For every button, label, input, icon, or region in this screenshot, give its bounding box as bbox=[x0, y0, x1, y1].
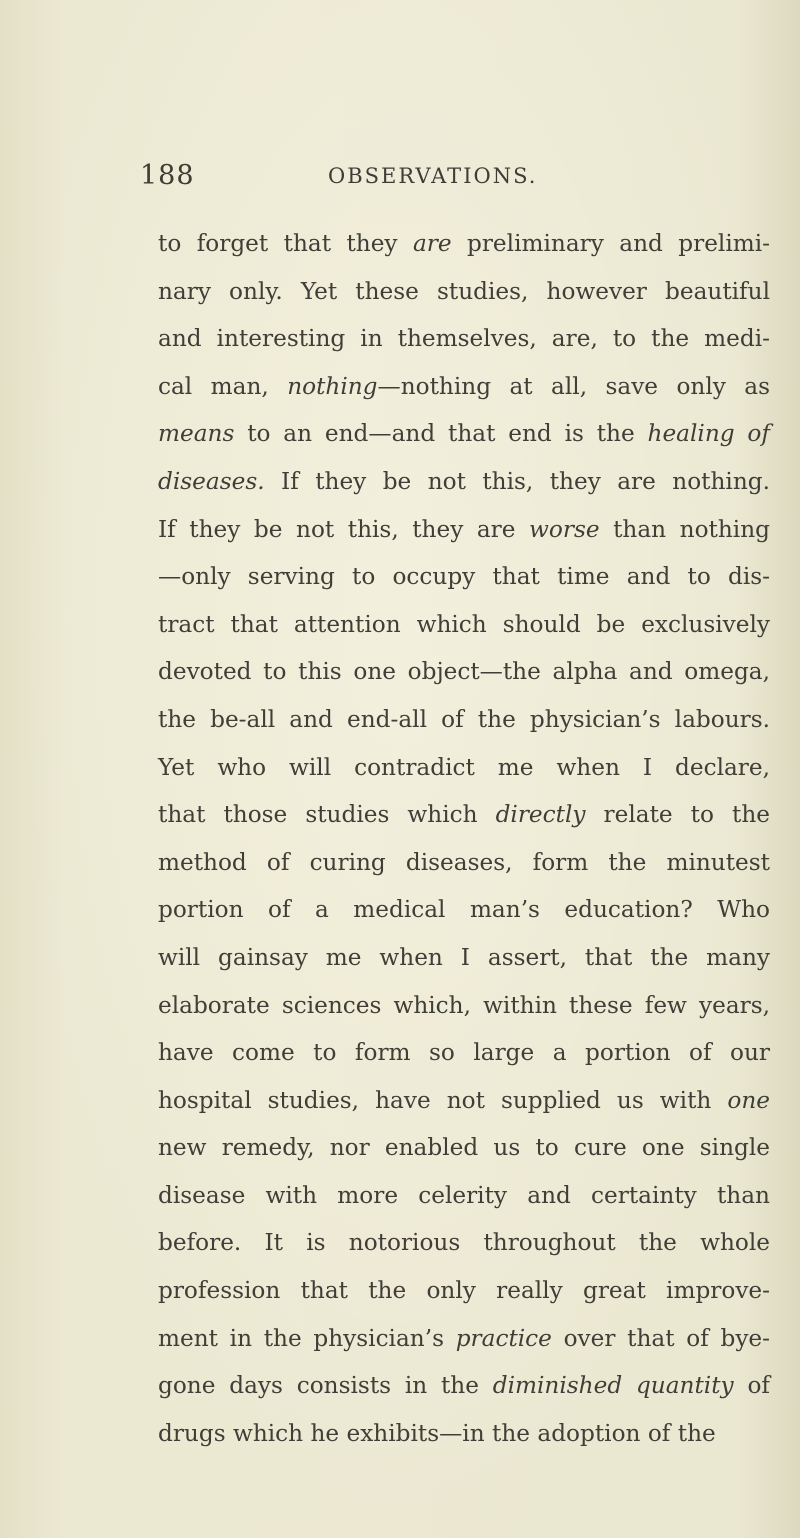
text-line bbox=[158, 1029, 770, 1077]
text-run: tract that attention which should be exclusively bbox=[158, 610, 770, 638]
italic-run: directly bbox=[495, 801, 586, 829]
italic-run: are bbox=[412, 230, 452, 257]
text-run: preliminary and prelimi- bbox=[451, 230, 770, 257]
text-line bbox=[158, 1362, 770, 1410]
text-run: portion of a medical man’s education? Who bbox=[158, 896, 770, 924]
text-run: of bbox=[733, 1372, 770, 1400]
text-line bbox=[158, 410, 770, 458]
text-run: relate to the bbox=[585, 801, 770, 829]
text-run: to forget that they bbox=[158, 230, 413, 257]
text-run: than nothing bbox=[599, 515, 770, 543]
text-line bbox=[158, 886, 770, 934]
text-line bbox=[158, 458, 770, 506]
text-run: nary only. Yet these studies, however beautiful bbox=[158, 277, 770, 305]
text-run: —nothing at all, save only as bbox=[377, 372, 770, 400]
text-line bbox=[158, 1124, 770, 1172]
italic-run: nothing bbox=[287, 372, 378, 400]
text-line bbox=[158, 744, 770, 792]
text-line bbox=[158, 839, 770, 887]
text-line bbox=[158, 315, 770, 363]
italic-run: practice bbox=[455, 1324, 552, 1352]
text-run: drugs which he exhibits—in the adoption of the bbox=[158, 1419, 716, 1447]
text-run: If they be not this, they are bbox=[158, 515, 530, 543]
text-line bbox=[158, 791, 770, 839]
text-line bbox=[158, 268, 770, 316]
body-text bbox=[158, 220, 770, 1457]
text-run: hospital studies, have not supplied us with bbox=[158, 1086, 728, 1114]
text-run: new remedy, nor enabled us to cure one single bbox=[158, 1134, 770, 1162]
italic-run: one bbox=[727, 1086, 770, 1114]
text-run: gone days consists in the bbox=[158, 1372, 493, 1400]
text-line bbox=[158, 1219, 770, 1267]
text-run: If they be not this, they are nothing. bbox=[264, 467, 770, 495]
text-line bbox=[158, 601, 770, 649]
text-run: have come to form so large a portion of our bbox=[158, 1039, 770, 1067]
text-run: will gainsay me when I assert, that the many bbox=[158, 943, 770, 971]
text-line bbox=[158, 982, 770, 1030]
text-line bbox=[158, 1077, 770, 1125]
text-line bbox=[158, 506, 770, 554]
italic-run: worse bbox=[529, 515, 600, 543]
text-run: that those studies which bbox=[158, 801, 496, 829]
running-title: OBSERVATIONS. bbox=[328, 164, 538, 188]
text-line bbox=[158, 934, 770, 982]
text-line bbox=[158, 553, 770, 601]
text-run: —only serving to occupy that time and to dis- bbox=[158, 563, 770, 591]
page-number: 188 bbox=[140, 160, 195, 191]
text-run: before. It is notorious throughout the whole bbox=[158, 1229, 770, 1257]
text-line bbox=[158, 648, 770, 696]
page-header bbox=[140, 160, 780, 200]
text-run: elaborate sciences which, within these few years, bbox=[158, 991, 770, 1019]
text-run: method of curing diseases, form the minutest bbox=[158, 848, 770, 876]
text-run: cal man, bbox=[158, 372, 288, 400]
text-line bbox=[158, 363, 770, 411]
text-run: and interesting in themselves, are, to the medi- bbox=[158, 325, 770, 353]
text-run: Yet who will contradict me when I declare, bbox=[158, 753, 770, 781]
text-line bbox=[158, 1172, 770, 1220]
text-line bbox=[158, 1315, 770, 1363]
text-run: to an end—and that end is the bbox=[234, 420, 648, 448]
text-line bbox=[158, 1267, 770, 1315]
text-line bbox=[158, 220, 770, 268]
text-run: ment in the physician’s bbox=[158, 1324, 456, 1352]
text-line bbox=[158, 1410, 770, 1458]
text-run: disease with more celerity and certainty than bbox=[158, 1181, 770, 1209]
italic-run: diminished quantity bbox=[492, 1372, 734, 1400]
text-run: the be-all and end-all of the physician’s labours. bbox=[158, 705, 770, 733]
text-line bbox=[158, 696, 770, 744]
text-run: profession that the only really great improve- bbox=[158, 1277, 770, 1305]
italic-run: healing of bbox=[647, 420, 770, 448]
italic-run: diseases. bbox=[158, 467, 265, 495]
italic-run: means bbox=[158, 420, 235, 448]
text-run: devoted to this one object—the alpha and omega, bbox=[158, 658, 770, 686]
text-run: over that of bye- bbox=[551, 1324, 770, 1352]
